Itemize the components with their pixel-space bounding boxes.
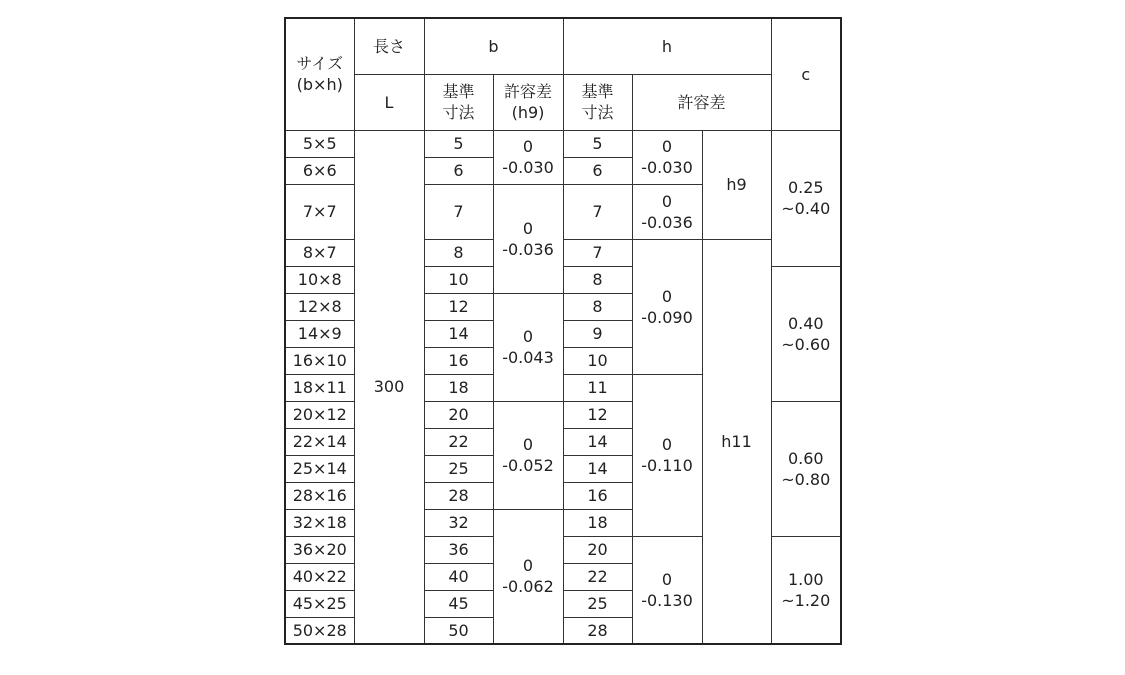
h-nominal-cell: 8 bbox=[563, 293, 632, 320]
header-b: b bbox=[424, 18, 563, 74]
b-tol-lower: -0.062 bbox=[502, 577, 554, 597]
size-cell: 7×7 bbox=[285, 184, 354, 239]
b-nominal-cell: 40 bbox=[424, 563, 493, 590]
header-b-tolerance bbox=[493, 74, 563, 130]
b-nominal-cell: 6 bbox=[424, 157, 493, 184]
header-size-label: サイズ bbox=[296, 54, 344, 74]
h-nominal-cell: 9 bbox=[563, 320, 632, 347]
h-tol-upper: 0 bbox=[661, 435, 673, 454]
table-row bbox=[285, 130, 841, 157]
c-line2: ~0.40 bbox=[781, 199, 831, 218]
h-nominal-cell: 25 bbox=[563, 590, 632, 617]
h-tol-lower: -0.036 bbox=[641, 212, 693, 232]
size-cell: 10×8 bbox=[285, 266, 354, 293]
h-tol-lower: -0.030 bbox=[641, 158, 693, 177]
b-nominal-cell: 32 bbox=[424, 509, 493, 536]
c-cell bbox=[771, 401, 841, 536]
h-tolerance-cell bbox=[632, 239, 702, 374]
b-tol-lower: -0.036 bbox=[502, 239, 554, 259]
b-nominal-cell: 50 bbox=[424, 617, 493, 644]
size-cell: 12×8 bbox=[285, 293, 354, 320]
header-b-nominal-line2: 寸法 bbox=[442, 103, 475, 122]
size-cell: 22×14 bbox=[285, 428, 354, 455]
c-line2: ~0.60 bbox=[781, 334, 831, 354]
size-cell: 20×12 bbox=[285, 401, 354, 428]
b-tol-lower: -0.043 bbox=[502, 348, 554, 367]
h-nominal-cell: 6 bbox=[563, 157, 632, 184]
b-nominal-cell: 28 bbox=[424, 482, 493, 509]
b-tol-upper: 0 bbox=[522, 435, 534, 454]
size-cell: 5×5 bbox=[285, 130, 354, 157]
header-h-nominal-line1: 基準 bbox=[581, 82, 614, 101]
b-nominal-cell: 36 bbox=[424, 536, 493, 563]
h-tol-upper: 0 bbox=[661, 137, 673, 156]
size-cell: 18×11 bbox=[285, 374, 354, 401]
header-h-tolerance: 許容差 bbox=[632, 74, 771, 130]
c-line2: ~1.20 bbox=[781, 590, 831, 610]
size-cell: 28×16 bbox=[285, 482, 354, 509]
c-line1: 0.40 bbox=[787, 313, 824, 333]
h-tol-upper: 0 bbox=[661, 569, 673, 589]
b-tolerance-cell bbox=[493, 184, 563, 293]
h-nominal-cell: 7 bbox=[563, 184, 632, 239]
b-nominal-cell: 8 bbox=[424, 239, 493, 266]
h-nominal-cell: 14 bbox=[563, 428, 632, 455]
b-nominal-cell: 12 bbox=[424, 293, 493, 320]
size-cell: 45×25 bbox=[285, 590, 354, 617]
c-line1: 0.25 bbox=[787, 178, 824, 197]
size-cell: 36×20 bbox=[285, 536, 354, 563]
b-tolerance-cell bbox=[493, 293, 563, 401]
b-tol-upper: 0 bbox=[522, 137, 534, 156]
h-nominal-cell: 7 bbox=[563, 239, 632, 266]
h-nominal-cell: 5 bbox=[563, 130, 632, 157]
size-cell: 40×22 bbox=[285, 563, 354, 590]
b-nominal-cell: 5 bbox=[424, 130, 493, 157]
h-nominal-cell: 8 bbox=[563, 266, 632, 293]
header-length-unit: L bbox=[354, 74, 424, 130]
h-tol-upper: 0 bbox=[661, 286, 673, 306]
h-nominal-cell: 11 bbox=[563, 374, 632, 401]
h-tolerance-cell bbox=[632, 374, 702, 536]
b-nominal-cell: 25 bbox=[424, 455, 493, 482]
b-tol-upper: 0 bbox=[522, 556, 534, 576]
h-nominal-cell: 16 bbox=[563, 482, 632, 509]
h-tolerance-cell bbox=[632, 184, 702, 239]
h-tol-upper: 0 bbox=[661, 191, 673, 211]
b-nominal-cell: 10 bbox=[424, 266, 493, 293]
b-tolerance-cell bbox=[493, 509, 563, 644]
header-c: c bbox=[771, 18, 841, 130]
header-size bbox=[285, 18, 354, 130]
header-b-tolerance-line1: 許容差 bbox=[503, 82, 552, 101]
size-cell: 50×28 bbox=[285, 617, 354, 644]
h-nominal-cell: 22 bbox=[563, 563, 632, 590]
h-nominal-cell: 18 bbox=[563, 509, 632, 536]
c-cell bbox=[771, 536, 841, 644]
b-tol-upper: 0 bbox=[522, 218, 534, 238]
size-cell: 16×10 bbox=[285, 347, 354, 374]
b-tolerance-cell bbox=[493, 401, 563, 509]
b-tol-lower: -0.030 bbox=[502, 158, 554, 177]
length-cell: 300 bbox=[354, 130, 424, 644]
h-nominal-cell: 10 bbox=[563, 347, 632, 374]
h-tol-lower: -0.110 bbox=[641, 456, 693, 475]
header-h: h bbox=[563, 18, 771, 74]
h-nominal-cell: 12 bbox=[563, 401, 632, 428]
b-nominal-cell: 22 bbox=[424, 428, 493, 455]
b-nominal-cell: 7 bbox=[424, 184, 493, 239]
key-spec-table bbox=[284, 17, 842, 645]
c-line1: 1.00 bbox=[787, 569, 824, 589]
h-class-cell: h9 bbox=[702, 130, 771, 239]
header-length: 長さ bbox=[354, 18, 424, 74]
h-tol-lower: -0.090 bbox=[641, 307, 693, 327]
b-nominal-cell: 14 bbox=[424, 320, 493, 347]
header-size-sub: (b×h) bbox=[296, 75, 343, 95]
header-h-nominal bbox=[563, 74, 632, 130]
b-tol-lower: -0.052 bbox=[502, 456, 554, 475]
b-tol-upper: 0 bbox=[522, 327, 534, 346]
h-nominal-cell: 14 bbox=[563, 455, 632, 482]
h-class-cell: h11 bbox=[702, 239, 771, 644]
h-nominal-cell: 20 bbox=[563, 536, 632, 563]
c-cell bbox=[771, 266, 841, 401]
b-tolerance-cell bbox=[493, 130, 563, 184]
b-nominal-cell: 45 bbox=[424, 590, 493, 617]
h-nominal-cell: 28 bbox=[563, 617, 632, 644]
b-nominal-cell: 16 bbox=[424, 347, 493, 374]
size-cell: 25×14 bbox=[285, 455, 354, 482]
h-tolerance-cell bbox=[632, 536, 702, 644]
header-b-tolerance-line2: (h9) bbox=[511, 103, 545, 122]
b-nominal-cell: 18 bbox=[424, 374, 493, 401]
size-cell: 32×18 bbox=[285, 509, 354, 536]
h-tolerance-cell bbox=[632, 130, 702, 184]
header-b-nominal-line1: 基準 bbox=[442, 82, 475, 101]
h-tol-lower: -0.130 bbox=[641, 590, 693, 610]
b-nominal-cell: 20 bbox=[424, 401, 493, 428]
c-line1: 0.60 bbox=[787, 448, 824, 468]
c-line2: ~0.80 bbox=[781, 469, 831, 489]
size-cell: 6×6 bbox=[285, 157, 354, 184]
size-cell: 14×9 bbox=[285, 320, 354, 347]
header-h-nominal-line2: 寸法 bbox=[581, 103, 614, 122]
header-b-nominal bbox=[424, 74, 493, 130]
c-cell bbox=[771, 130, 841, 266]
size-cell: 8×7 bbox=[285, 239, 354, 266]
